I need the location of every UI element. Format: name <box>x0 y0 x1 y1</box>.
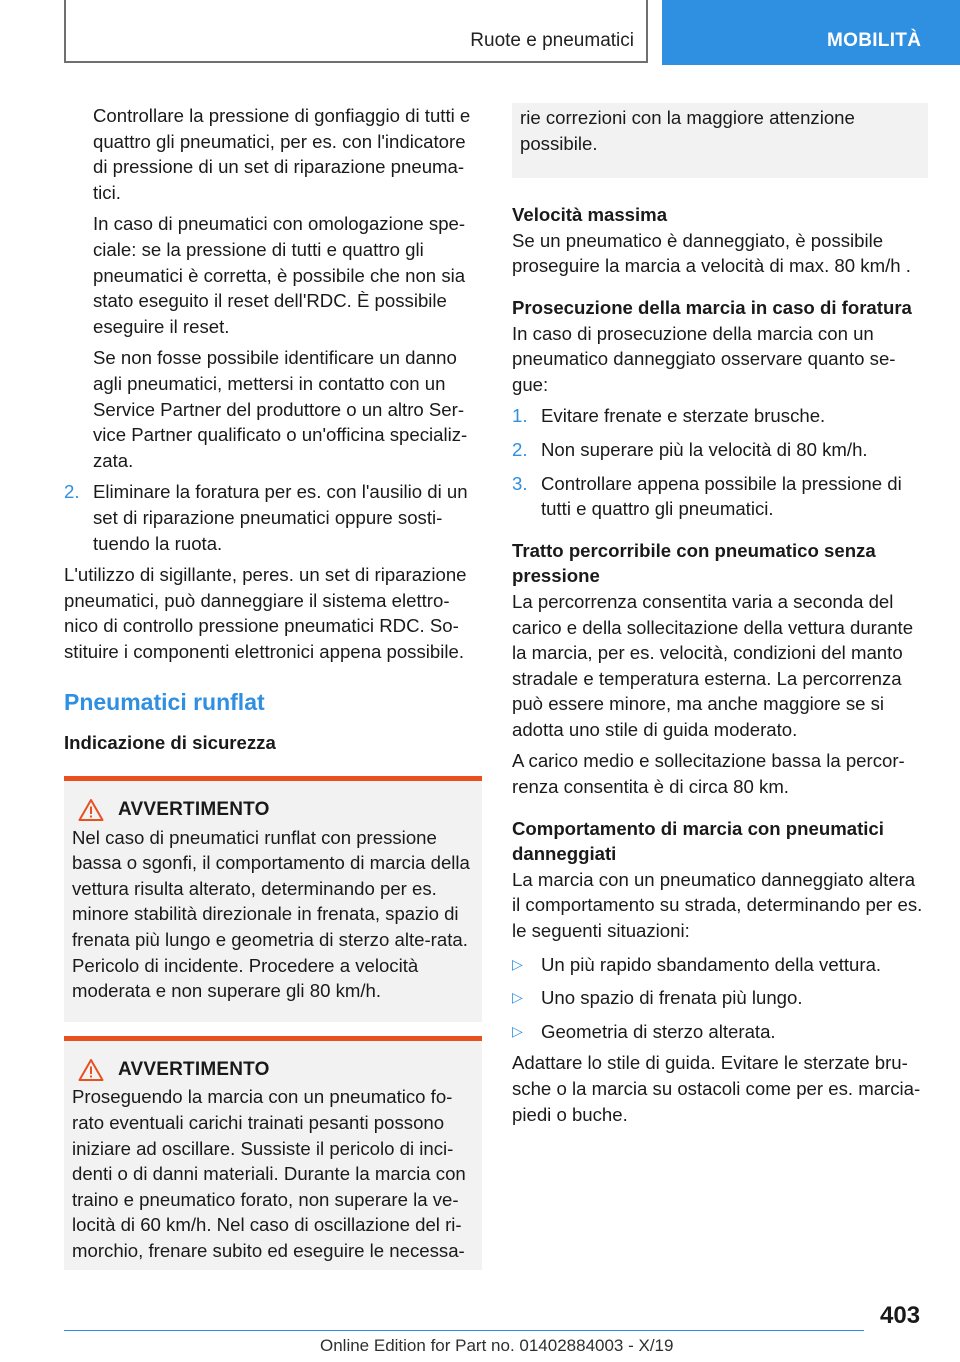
warning-continuation-box <box>512 103 928 178</box>
warning-box <box>64 1036 482 1270</box>
page-number: 403 <box>880 1302 921 1329</box>
triangle-bullet-icon: ▷ <box>512 989 523 1006</box>
warning-text: Proseguendo la marcia con un pneumatico fo-rato eventuali carichi trainati pesanti possono iniziare ad oscillare. Sussiste il pericolo di inci-denti o di danni materiali. Durante la marcia con traino e pneumatico forato, non superare la ve-locità di 60 km/h. Nel caso di oscillazione del ri-morchio, frenare subito ed eseguire le necessa- <box>72 1086 466 1261</box>
list-item-text: Non superare più la velocità di 80 km/h. <box>541 438 868 460</box>
list-item-text: Uno spazio di frenata più lungo. <box>541 987 803 1009</box>
list-item-text: Controllare appena possibile la pressione di tutti e quattro gli pneumatici. <box>541 472 902 520</box>
warning-title: AVVERTIMENTO <box>118 1058 270 1080</box>
list-item-number: 2. <box>64 481 80 503</box>
list-item <box>64 479 482 556</box>
paragraph-special-approval: In caso di pneumatici con omologazione spe-ciale: se la pressione di tutti e quattro gli pneumatici è corretta, è possibile che non sia stato eseguito il reset dell'RDC. È possibile eseguire il reset. <box>93 213 466 337</box>
paragraph-check-pressure: Controllare la pressione di gonfiaggio di tutti e quattro gli pneumatici, per es. con l'indicatore di pressione di un set di riparazione pneuma-tici. <box>93 105 471 203</box>
subsection-heading: Prosecuzione della marcia in caso di foratura <box>512 296 912 318</box>
header-section-tab <box>64 0 648 63</box>
warning-header <box>72 797 474 823</box>
warning-header <box>72 1057 474 1083</box>
warning-triangle-icon <box>72 798 114 822</box>
list-item <box>512 952 928 978</box>
paragraph-closing: Adattare lo stile di guida. Evitare le sterzate bru-sche o la marcia su ostacoli come per es. marcia-piedi o buche. <box>512 1052 921 1125</box>
list-item-text: Un più rapido sbandamento della vettura. <box>541 953 882 975</box>
triangle-bullet-icon: ▷ <box>512 955 523 972</box>
warning-box <box>64 776 482 1022</box>
triangle-bullet-icon: ▷ <box>512 1022 523 1039</box>
paragraph-range-average: A carico medio e sollecitazione bassa la percor-renza consentita è di circa 80 km. <box>512 750 905 798</box>
subsection-heading: Indicazione di sicurezza <box>64 732 276 754</box>
warning-triangle-icon <box>72 1058 114 1082</box>
list-item-text: Geometria di sterzo alterata. <box>541 1020 776 1042</box>
warning-title: AVVERTIMENTO <box>118 799 270 821</box>
paragraph-behaviour: La marcia con un pneumatico danneggiato altera il comportamento su strada, determinando per es. le seguenti situazioni: <box>512 868 923 942</box>
paragraph-service-partner: Se non fosse possibile identificare un danno agli pneumatici, mettersi in contatto con un Service Partner del produttore o un altro Ser-vice Partner qualificato o un'officina specializ-zata. <box>93 347 468 471</box>
list-item <box>512 437 928 463</box>
paragraph-max-speed: Se un pneumatico è danneggiato, è possibile proseguire la marcia a velocità di max. 80 km/h . <box>512 229 911 277</box>
footer-divider <box>64 1330 864 1331</box>
subsection-heading: Tratto percorribile con pneumatico senza pressione <box>512 539 876 587</box>
left-column <box>64 103 482 1270</box>
subsection-heading: Comportamento di marcia con pneumatici danneggiati <box>512 817 884 865</box>
list-item-text: Evitare frenate e sterzate brusche. <box>541 405 826 427</box>
list-item-number: 1. <box>512 405 528 427</box>
bullet-list <box>512 952 928 1045</box>
list-item <box>512 471 928 522</box>
right-column <box>512 103 928 1127</box>
header-chapter-title: MOBILITÀ <box>827 30 922 51</box>
footer-edition: Online Edition for Part no. 01402884003 - X/19 <box>320 1336 674 1355</box>
header-chapter-tab <box>662 0 960 65</box>
subsection-heading: Velocità massima <box>512 204 668 226</box>
section-heading: Pneumatici runflat <box>64 689 265 716</box>
paragraph-continue-driving: In caso di prosecuzione della marcia con un pneumatico danneggiato osservare quanto se-gue: <box>512 322 896 395</box>
warning-continuation-text: rie correzioni con la maggiore attenzione possibile. <box>520 107 855 154</box>
paragraph-range: La percorrenza consentita varia a seconda del carico e della sollecitazione della vettura durante la marcia, per es. velocità, condizioni del manto stradale e temperatura esterna. La percorrenza può essere minore, ma anche maggiore se si adotta uno stile di guida moderato. <box>512 590 914 740</box>
list-item <box>512 1019 928 1045</box>
list-item <box>512 985 928 1011</box>
list-item-number: 3. <box>512 472 528 494</box>
steps-list <box>512 403 928 521</box>
list-item-number: 2. <box>512 438 528 460</box>
list-item-text: Eliminare la foratura per es. con l'ausilio di un set di riparazione pneumatici oppure sosti-tuendo la ruota. <box>93 481 468 554</box>
list-item <box>512 403 928 429</box>
paragraph-sealant: L'utilizzo di sigillante, peres. un set di riparazione pneumatici, può danneggiare il sistema elettro-nico di controllo pressione pneumatici RDC. So-stituire i componenti elettronici appena possibile. <box>64 564 467 662</box>
header-section-title: Ruote e pneumatici <box>470 30 634 51</box>
warning-text: Nel caso di pneumatici runflat con pressione bassa o sgonfi, il comportamento di marcia della vettura risulta alterato, determinando per es. minore stabilità direzionale in frenata, spazio di frenata più lungo e geometria di sterzo alte-rata. Pericolo di incidente. Procedere a velocità moderata e non superare gli 80 km/h. <box>72 826 470 1002</box>
